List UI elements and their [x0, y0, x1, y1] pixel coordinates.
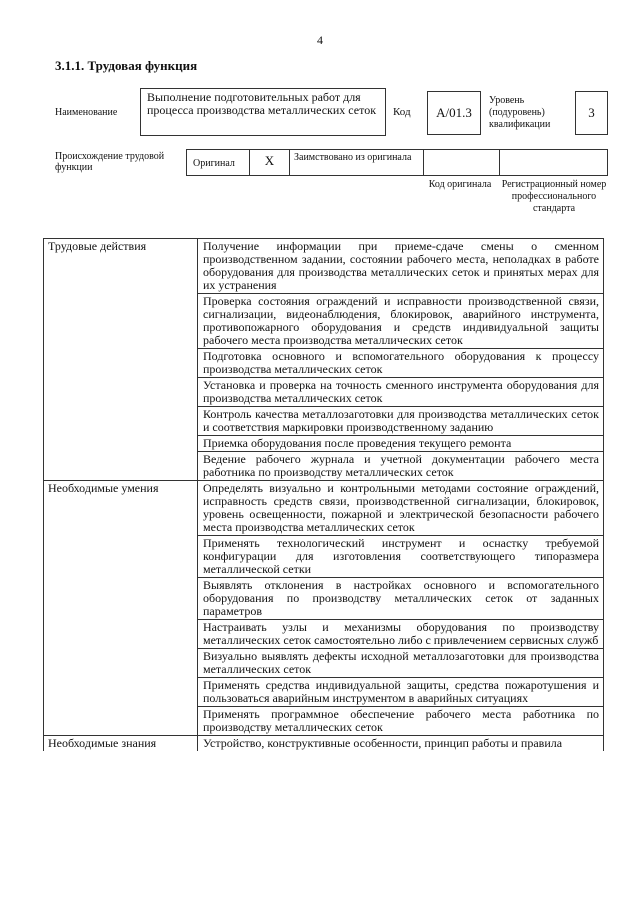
item-cell: Настраивать узлы и механизмы оборудования по производству металлических сеток самостоятельно либо с привлечением сервисных служб	[198, 620, 604, 649]
borrowed-label: Заимствовано из оригинала	[289, 150, 423, 175]
item-cell: Определять визуально и контрольными методами состояние ограждений, исправность средств связи, производственной сигнализации, блокировок, уровень освещенности, пожарной и электрической безопасности рабочего места производства металлических сеток	[198, 481, 604, 536]
origin-row	[186, 149, 608, 176]
section-title: 3.1.1. Трудовая функция	[55, 58, 198, 73]
name-label: Наименование	[55, 107, 118, 118]
code-label: Код	[393, 106, 411, 118]
item-cell: Визуально выявлять дефекты исходной металлозаготовки для производства металлических сеток	[198, 649, 604, 678]
origin-code-label: Код оригинала	[428, 179, 492, 190]
function-name-field: Выполнение подготовительных работ для процесса производства металлических сеток	[140, 88, 386, 136]
item-cell: Применять средства индивидуальной защиты, средства пожаротушения и пользоваться аварийным инструментом в аварийных ситуациях	[198, 678, 604, 707]
reg-number-label: Регистрационный номер профессионального стандарта	[501, 179, 607, 214]
item-cell: Устройство, конструктивные особенности, принцип работы и правила	[198, 736, 604, 752]
table-row	[44, 736, 604, 752]
category-cell: Трудовые действия	[44, 239, 198, 481]
table-row	[44, 239, 604, 294]
item-cell: Проверка состояния ограждений и исправности производственной связи, сигнализации, видеонаблюдения, блокировок, аварийного инструмента, противопожарного оборудования и средств индивидуальной защиты рабочего места производства металлических сеток	[198, 294, 604, 349]
page-number: 4	[317, 33, 323, 47]
item-cell: Выявлять отклонения в настройках основного и вспомогательного оборудования по производству металлических сеток от заданных параметров	[198, 578, 604, 620]
reg-number-cell	[499, 150, 607, 175]
origin-code-cell	[423, 150, 499, 175]
category-cell: Необходимые умения	[44, 481, 198, 736]
item-cell: Приемка оборудования после проведения текущего ремонта	[198, 436, 604, 452]
table-row	[44, 481, 604, 536]
original-label: Оригинал	[193, 158, 235, 169]
item-cell: Подготовка основного и вспомогательного оборудования к процессу производства металлических сеток	[198, 349, 604, 378]
function-table	[43, 238, 604, 751]
category-cell: Необходимые знания	[44, 736, 198, 752]
level-label: Уровень (подуровень) квалификации	[489, 95, 551, 130]
original-mark: X	[249, 150, 289, 175]
item-cell: Установка и проверка на точность сменного инструмента оборудования для производства металлических сеток	[198, 378, 604, 407]
item-cell: Ведение рабочего журнала и учетной документации рабочего места работника по производству металлических сеток	[198, 452, 604, 481]
origin-label: Происхождение трудовой функции	[55, 151, 165, 173]
item-cell: Контроль качества металлозаготовки для производства металлических сеток и соответствия маркировки производственному заданию	[198, 407, 604, 436]
level-value-field: 3	[575, 91, 608, 135]
item-cell: Получение информации при приеме-сдаче смены о сменном производственном задании, состоянии рабочего места, неполадках в работе оборудования для производства металлических сеток и принятых мерах для их устранения	[198, 239, 604, 294]
item-cell: Применять программное обеспечение рабочего места работника по производству металлических сеток	[198, 707, 604, 736]
item-cell: Применять технологический инструмент и оснастку требуемой конфигурации для изготовления соответствующего типоразмера металлической сетки	[198, 536, 604, 578]
code-value-field: A/01.3	[427, 91, 481, 135]
